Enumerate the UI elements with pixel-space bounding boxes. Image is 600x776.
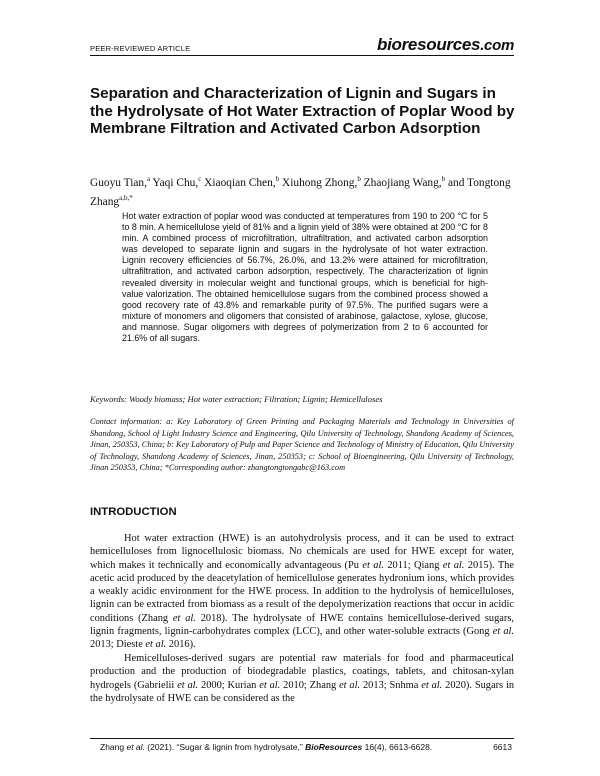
author-name: and Tongtong Zhang <box>90 176 511 208</box>
citation-mid: (2021). “Sugar & lignin from hydrolysate,” <box>144 742 306 752</box>
text-run: 2011; Qiang <box>383 559 443 571</box>
citation-etal: et al. <box>145 639 167 651</box>
citation-volume-pages: 16(4), 6613-6628. <box>362 742 433 752</box>
author-affiliation-mark: a <box>146 175 151 183</box>
keywords: Keywords: Woody biomass; Hot water extraction; Filtration; Lignin; Hemicelluloses <box>90 394 383 404</box>
brand-suffix: .com <box>480 37 514 54</box>
author-name: Yaqi Chu, <box>150 176 199 189</box>
journal-name: BioResources <box>305 742 363 752</box>
author-name: Zhaojiang Wang, <box>360 176 442 189</box>
text-run: Hot water extraction (HWE) is an autohydrolysis process, and it can be used to extract hemicelluloses from lignocellulosic biomass. No chemicals are used for HWE except for water, which makes it technically and economically advantageous (Pu <box>90 533 514 571</box>
article-title: Separation and Characterization of Lignin and Sugars in the Hydrolysate of Hot Water Extraction of Poplar Wood by Membrane Filtration and Activated Carbon Adsorption <box>90 85 515 137</box>
text-run: 2016). <box>166 639 196 651</box>
citation-etal: et al. <box>421 679 443 691</box>
citation-prefix: Zhang <box>100 742 127 752</box>
citation-etal: et al. <box>259 679 281 691</box>
brand-main: bioresources <box>377 35 481 54</box>
text-run: Hemicelluloses-derived sugars are potential raw materials for food and pharmaceutical production and the production of biodegradable plastics, coatings, tablets, and chitosan-xylan hydrogels (Gabrielii <box>90 653 514 691</box>
section-heading-introduction: INTRODUCTION <box>90 506 177 518</box>
article-type-label: PEER-REVIEWED ARTICLE <box>90 44 191 53</box>
page-number: 6613 <box>493 742 512 752</box>
text-run: 2013; Snhma <box>360 679 422 691</box>
author-name: Xiaoqian Chen, <box>201 176 276 189</box>
citation-etal: et al. <box>172 612 196 624</box>
footer-citation <box>100 742 432 752</box>
citation-etal: et al. <box>492 626 515 638</box>
journal-brand[interactable] <box>377 35 514 55</box>
page-header <box>90 34 514 56</box>
author-affiliation-mark: c <box>198 175 202 183</box>
author-list <box>90 172 520 210</box>
text-run: 2020). Sugars in the hydrolysate of HWE can be considered as the <box>90 679 515 704</box>
contact-information: Contact information: a: Key Laboratory of Green Printing and Packaging Materials and Technology in Universities of Shandong, School of Light Industry Science and Engineering, Qilu University of Technology, Shandong Academy of Sciences, Jinan, 250353, China; b: Key Laboratory of Pulp and Paper Science and Technology of Ministry of Education, Qilu University of Technology, Shandong Academy of Sciences, Jinan, 250353; c: School of Bioengineering, Qilu University of Technology, Jinan 250353, China; *Corresponding author: zhangtongtongabc@163.com <box>90 417 514 472</box>
citation-etal: et al. <box>126 742 145 752</box>
text-run: 2000; Kurian <box>198 679 260 691</box>
footer-divider <box>90 738 514 739</box>
author-affiliation-mark: b <box>441 175 446 183</box>
text-run: 2018). The hydrolysate of HWE contains hemicellulose-derived sugars, lignin fragments, lignin-carbohydrates complex (LCC), and other water-soluble extracts (Gong <box>90 612 514 638</box>
citation-etal: et al. <box>177 679 199 691</box>
author-name: Xiuhong Zhong, <box>279 176 358 189</box>
author-name: Guoyu Tian, <box>90 176 147 189</box>
citation-etal: et al. <box>339 679 361 691</box>
introduction-paragraph-2 <box>90 652 514 705</box>
header-divider <box>90 55 514 56</box>
citation-etal: et al. <box>442 559 465 571</box>
citation-etal: et al. <box>362 559 384 571</box>
author-affiliation-mark: a,b,* <box>119 193 133 202</box>
text-run: 2015). The acetic acid produced by the deacetylation of hemicellulose generates hydronium ions, which provides a weakly acidic environment for the HWE process. In addition to the hydrolysis of hemicelluloses, lignin can be extracted from biomass as a result of the depolymerization reactions that occur in acidic conditions (Zhang <box>90 559 514 624</box>
text-run: 2013; Dieste <box>90 639 146 651</box>
introduction-paragraph-1 <box>90 532 514 652</box>
abstract: Hot water extraction of poplar wood was conducted at temperatures from 190 to 200 °C for 5 to 8 min. A hemicellulose yield of 81% and a lignin yield of 38% were obtained at 200 °C for 8 min. A combined process of microfiltration, ultrafiltration, and activated carbon adsorption was developed to separate lignin and sugars in the hydrolysate of hot water extraction. Lignin recovery efficiencies of 56.7%, 26.0%, and 13.2% were attained for microfiltration, ultrafiltration, and activated carbon adsorption, respectively. The characterization of lignin revealed diversity in molecular weight and functional groups, which is beneficial for high-value valorization. The obtained hemicellulose sugars from the combined process showed a good recovery rate of 43.8% and remarkable purity of 97.5%. The purified sugars were a mixture of monomers and oligomers that consisted of arabinose, galactose, xylose, glucose, and mannose. Sugar oligomers with degrees of polymerization from 2 to 6 accounted for 21.6% of all sugars. <box>122 211 488 344</box>
author-affiliation-mark: b <box>275 175 280 183</box>
text-run: 2010; Zhang <box>280 679 340 691</box>
author-affiliation-mark: b <box>357 175 361 183</box>
